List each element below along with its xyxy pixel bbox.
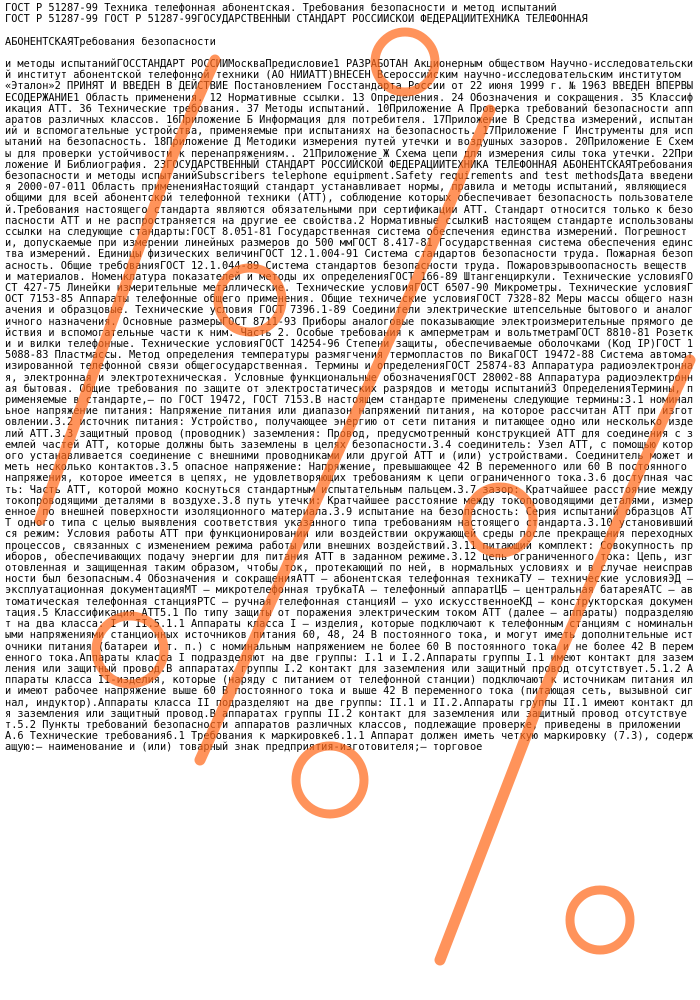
watermark-ring (570, 890, 630, 950)
document-page (5, 3, 695, 754)
header-line-1: ГОСТ Р 51287-99 Техника телефонная абонентская. Требования безопасности и метод испытаний (5, 3, 557, 14)
header-line-3: АБОНЕНТСКАЯТребования безопасности (5, 36, 216, 48)
spacer (5, 25, 695, 36)
document-body: и методы испытанийГОССТАНДАРТ РОССИИМоскваПредисловие1 РАЗРАБОТАН Акционерным обществом Научно-исследовательский институт абонентской телефонной техники (АО НИИАТТ)ВНЕСЕН Всероссийским научно-исследовательским институтом «Эталон»2 ПРИНЯТ И ВВЕДЕН В ДЕЙСТВИЕ Постановлением Госстандарта России от 22 июня 1999 г. № 1963 ВВЕДЕН ВПЕРВЫЕСОДЕРЖАНИЕ1 Область применения. 12 Нормативные ссылки. 13 Определения. 24 Обозначения и сокращения. 35 Классификация АТТ. 36 Технические требования. 37 Методы испытаний. 10Приложение А Проверка требований безопасности аппаратов различных классов. 16Приложение Б Информация для потребителя. 17Приложение В Средства измерений, испытаний и вспомогательные устройства, применяемые при испытаниях на безопасность. 17Приложение Г Инструменты для испытаний на безопасность. 18Приложение Д Методики измерения путей утечки и воздушных зазоров. 20Приложение Е Схемы для проверки устойчивости к перенапряжениям.. 21Приложение Ж Схема цепи для измерения силы тока утечки. 22Приложение И Библиография. 23ГОСУДАРСТВЕННЫЙ СТАНДАРТ РОССИЙСКОЙ ФЕДЕРАЦИИТЕХНИКА ТЕЛЕФОННАЯ АБОНЕНТСКАЯТребования безопасности и методы испытанийSubscribers telephone equipment.Safety requirements and test methodsДата введения 2000-07-011 Область примененияНастоящий стандарт устанавливает нормы, правила и методы испытаний, являющиеся общими для всей абонентской телефонной техники (АТТ), соблюдение которых обеспечивает безопасность пользователей.Требования настоящего стандарта являются обязательными при сертификации АТТ. Стандарт относится только к безопасности АТТ и не распространяется на другие ее свойства.2 Нормативные ссылкиВ настоящем стандарте использованы ссылки на следующие стандарты:ГОСТ 8.051-81 Государственная система обеспечения единства измерений. Погрешности, допускаемые при измерении линейных размеров до 500 ммГОСТ 8.417-81 Государственная система обеспечения единства измерений. Единицы физических величинГОСТ 12.1.004-91 Система стандартов безопасности труда. Пожарная безопасность. Общие требованияГОСТ 12.1.044-89 Система стандартов безопасности труда. Пожаровзрывоопасность веществ и материалов. Номенклатура показателей и методы их определенияГОСТ 166-89 Штангенциркули. Технические условияГОСТ 427-75 Линейки измерительные металлические. Технические условияГОСТ 6507-90 Микрометры. Технические условияГОСТ 7153-85 Аппараты телефонные общего применения. Общие технические условияГОСТ 7328-82 Меры массы общего назначения и образцовые. Технические условия ГОСТ 7396.1-89 Соединители электрические штепсельные бытового и аналогичного назначения. Основные размерыГОСТ 8711-93 Приборы аналоговые показывающие электроизмерительные прямого действия и вспомогательные части к ним. Часть 2. Особые требования к амперметрам и вольтметрамГОСТ 8810-81 Розетки и вилки телефонные. Технические условияГОСТ 14254-96 Степени защиты, обеспечиваемые оболочками (Код IP)ГОСТ 15088-83 Пластмассы. Метод определения температуры размягчения термопластов по ВикаГОСТ 19472-88 Система автоматизированной телефонной связи общегосударственная. Термины и определенияГОСТ 25874-83 Аппаратура радиоэлектронная, электронная и электротехническая. Условные функциональные обозначенияГОСТ 28002-88 Аппаратура радиоэлектронная бытовая. Общие требования по защите от электростатических разрядов и методы испытаний3 ОпределенияТермины, применяемые в стандарте,— по ГОСТ 19472, ГОСТ 7153.В настоящем стандарте применены следующие термины:3.1 номинальное напряжение питания: Напряжение питания или диапазон напряжений питания, на которое рассчитан АТТ при изготовлении.3.2 источник питания: Устройство, получающее энергию от сети питания и питающее одно или несколько изделий АТТ.3.3 защитный провод (проводник) заземления: Провод, предусмотренный конструкцией АТТ для соединения с землей частей АТТ, которые должны быть заземлены в целях безопасности.3.4 соединитель: Узел АТТ, с помощью которого устанавливается соединение с внешними проводниками или другой АТТ и (или) устройствами. Соединитель может иметь несколько контактов.3.5 опасное напряжение: Напряжение, превышающее 42 В переменного или 60 В постоянного напряжения, которое имеется в цепях, не удовлетворяющих требованиям к цепи ограниченного тока.3.6 доступная часть: Часть АТТ, которой можно коснуться стандартным испытательным пальцем.3.7 зазор: Кратчайшее расстояние между токопроводящими деталями в воздухе.3.8 путь утечки: Кратчайшее расстояние между токопроводящими деталями, измеренное по внешней поверхности изоляционного материала.3.9 испытание на безопасность: Серия испытаний образцов АТТ одного типа с целью выявления соответствия указанного типа требованиям настоящего стандарта.3.10 установившийся режим: Условия работы АТТ при функционировании или воздействии окружающей среды после прекращения переходных процессов, связанных с изменением режима работы или внешних воздействий.3.11 питающий комплект: Совокупность приборов, обеспечивающих подачу энергии для питания АТТ в заданном режиме.3.12 цепь ограниченного тока: Цепь, изготовленная и защищенная таким образом, чтобы ток, протекающий по ней, в нормальных условиях и в случае неисправности был безопасным.4 Обозначения и сокращенияАТТ — абонентская телефонная техникаТУ — технические условияЭД — эксплуатационная документацияМТ — микротелефонная трубкаТА — телефонный аппаратЦБ — центральная батареяАТС — автоматическая телефонная станцияРТС — ручная телефонная станцияИ — ухо искусственноеКД — конструкторская документация.5 Классификация АТТ5.1 По типу защиты от поражения электрическим током АТТ (далее — аппараты) подразделяют на два класса: I и II.5.1.1 Аппараты класса I — изделия, которые подключают к телефонным станциям с номинальными напряжениями станционных источников питания 60, 48, 24 В постоянного тока, и могут иметь дополнительные источники питания (батареи и т. п.) с номинальным напряжением не более 60 В постоянного тока и не более 42 В переменного тока.Аппараты класса I подразделяют на две группы: I.1 и I.2.Аппараты группы I.1 имеют контакт для заземления или защитный провод.В аппаратах группы I.2 контакт для заземления или защитный провод отсутствует.5.1.2 Аппараты класса II-изделия, которые (наряду с питанием от телефонной станции) подключают к источникам питания или имеют рабочее напряжение выше 60 В постоянного тока и выше 42 В переменного тока (питающая сеть, вызывной сигнал, индуктор).Аппараты класса II подразделяют на две группы: II.1 и II.2.Аппараты группы II.1 имеют контакт для заземления или защитный провод.В аппаратах группы II.2 контакт для заземления или защитный провод отсутствует.5.2 Пункты требований безопасности аппаратов различных классов, подлежащие проверке, приведены в приложении А.6 Технические требования6.1 Требования к маркировке6.1.1 Аппарат должен иметь четкую маркировку (7.3), содержащую:— наименование и (или) товарный знак предприятия-изготовителя;— торговое (5, 57, 694, 754)
header-line-2: ГОСТ Р 51287-99 ГОСТ Р 51287-99ГОСУДАРСТВЕННЫЙ СТАНДАРТ РОССИЙСКОЙ ФЕДЕРАЦИИТЕХНИКА ТЕЛЕФОННАЯ (5, 14, 588, 26)
watermark-ring (296, 746, 364, 814)
